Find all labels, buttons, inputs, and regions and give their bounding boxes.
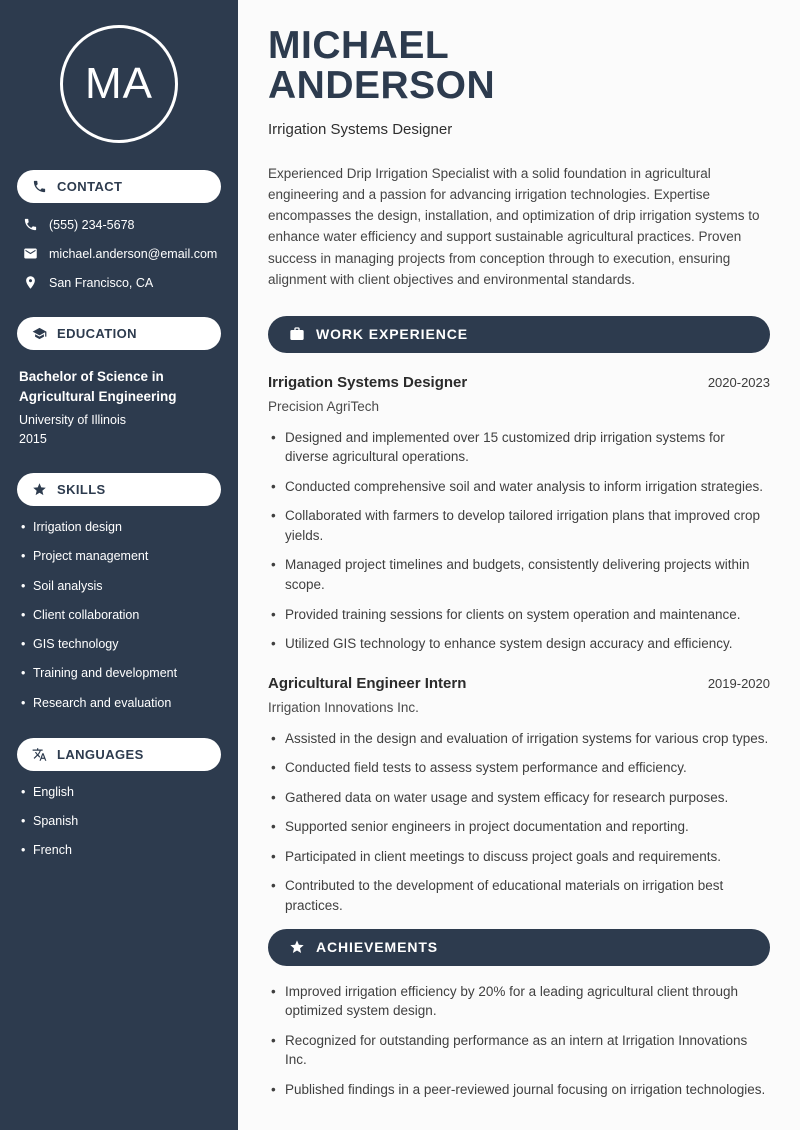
contact-header-label: CONTACT (57, 179, 123, 194)
education-header-pill (17, 317, 221, 350)
job-title: Agricultural Engineer Intern (268, 674, 467, 692)
job-company: Irrigation Innovations Inc. (268, 699, 419, 715)
skill-item: • Irrigation design (19, 519, 219, 535)
job-bullet: • Supported senior engineers in project documentation and reporting. (268, 817, 770, 837)
contact-header-pill (17, 170, 221, 203)
skill-item: • Research and evaluation (19, 695, 219, 711)
avatar-initials: MA (85, 59, 153, 108)
job-subtitle: Irrigation Systems Designer (268, 121, 453, 139)
last-name: ANDERSON (268, 64, 496, 108)
job-bullet: • Managed project timelines and budgets, consistently delivering projects within scope. (268, 555, 770, 594)
skills-list (17, 519, 221, 711)
sidebar (0, 0, 238, 1130)
job-entry (268, 374, 770, 654)
skills-header-pill (17, 473, 221, 506)
mail-icon (23, 246, 38, 261)
achievements-banner (268, 929, 770, 966)
job-bullet: • Gathered data on water usage and system efficacy for research purposes. (268, 788, 770, 808)
job-bullet: • Assisted in the design and evaluation of irrigation systems for various crop types. (268, 729, 770, 749)
education-year: 2015 (19, 432, 47, 447)
job-bullet: • Participated in client meetings to discuss project goals and requirements. (268, 847, 770, 867)
languages-header-label: LANGUAGES (57, 746, 144, 762)
job-bullet: • Contributed to the development of educational materials on irrigation best practices. (268, 876, 770, 915)
work-experience-banner (268, 316, 770, 353)
job-title: Irrigation Systems Designer (268, 373, 468, 391)
contact-location-text: San Francisco, CA (49, 275, 154, 290)
skill-item: • Soil analysis (19, 578, 219, 594)
briefcase-icon (289, 326, 305, 342)
achievement-bullet: • Published findings in a peer-reviewed journal focusing on irrigation technologies. (268, 1080, 770, 1100)
contact-item-email (17, 246, 221, 261)
education-header-label: EDUCATION (57, 326, 137, 341)
job-header (268, 374, 770, 391)
skills-header-label: SKILLS (57, 482, 106, 498)
phone-icon (32, 179, 47, 194)
education-degree: Bachelor of Science in Agricultural Engineering (19, 369, 177, 404)
star-icon (289, 939, 305, 955)
skill-item: • Training and development (19, 665, 219, 681)
achievements-list (268, 982, 770, 1100)
education-block (17, 367, 221, 446)
achievements-label: ACHIEVEMENTS (316, 939, 439, 956)
skill-item: • Project management (19, 548, 219, 564)
achievement-bullet: • Recognized for outstanding performance as an intern at Irrigation Innovations Inc. (268, 1031, 770, 1070)
contact-item-phone (17, 217, 221, 232)
contact-phone-text: (555) 234-5678 (49, 217, 135, 232)
language-item: • French (19, 842, 219, 858)
job-bullet: • Utilized GIS technology to enhance system design accuracy and efficiency. (268, 634, 770, 654)
summary-paragraph: Experienced Drip Irrigation Specialist with a solid foundation in agricultural engineering and a passion for advancing irrigation technologies. Expertise encompasses the design, installation, and optimization of drip irrigation systems to enhance water efficiency and support sustainable agricultural practices. Proven success in managing projects from conception through to execution, ensuring alignment with client objectives and environmental standards. (268, 166, 760, 287)
first-name: MICHAEL (268, 24, 450, 67)
phone-icon (23, 217, 38, 232)
achievement-bullet: • Improved irrigation efficiency by 20% for a leading agricultural client through optimized system design. (268, 982, 770, 1021)
skill-item: • Client collaboration (19, 607, 219, 623)
job-bullet-list (268, 729, 770, 916)
star-icon (32, 482, 47, 497)
job-company: Precision AgriTech (268, 398, 380, 414)
location-icon (23, 275, 38, 290)
skill-item: • GIS technology (19, 636, 219, 652)
graduation-cap-icon (32, 326, 47, 341)
work-experience-label: WORK EXPERIENCE (316, 326, 468, 343)
job-bullet: • Conducted field tests to assess system performance and efficiency. (268, 758, 770, 778)
main-content (238, 0, 800, 1130)
translate-icon (32, 747, 47, 762)
language-item: • Spanish (19, 813, 219, 829)
languages-list (17, 784, 221, 859)
job-entry (268, 675, 770, 916)
job-bullet: • Provided training sessions for clients on system operation and maintenance. (268, 605, 770, 625)
page-title (268, 26, 770, 106)
language-item: • English (19, 784, 219, 800)
contact-item-location (17, 275, 221, 290)
avatar (60, 25, 178, 143)
job-bullet: • Collaborated with farmers to develop tailored irrigation plans that improved crop yields. (268, 506, 770, 545)
job-dates: 2020-2023 (707, 374, 770, 390)
languages-header-pill (17, 738, 221, 771)
job-bullet-list (268, 428, 770, 654)
job-bullet: • Designed and implemented over 15 customized drip irrigation systems for diverse agricultural operations. (268, 428, 770, 467)
job-dates: 2019-2020 (707, 675, 770, 691)
job-header (268, 675, 770, 692)
education-school: University of Illinois (19, 413, 126, 428)
contact-email-text: michael.anderson@email.com (49, 246, 218, 261)
job-bullet: • Conducted comprehensive soil and water analysis to inform irrigation strategies. (268, 477, 770, 497)
